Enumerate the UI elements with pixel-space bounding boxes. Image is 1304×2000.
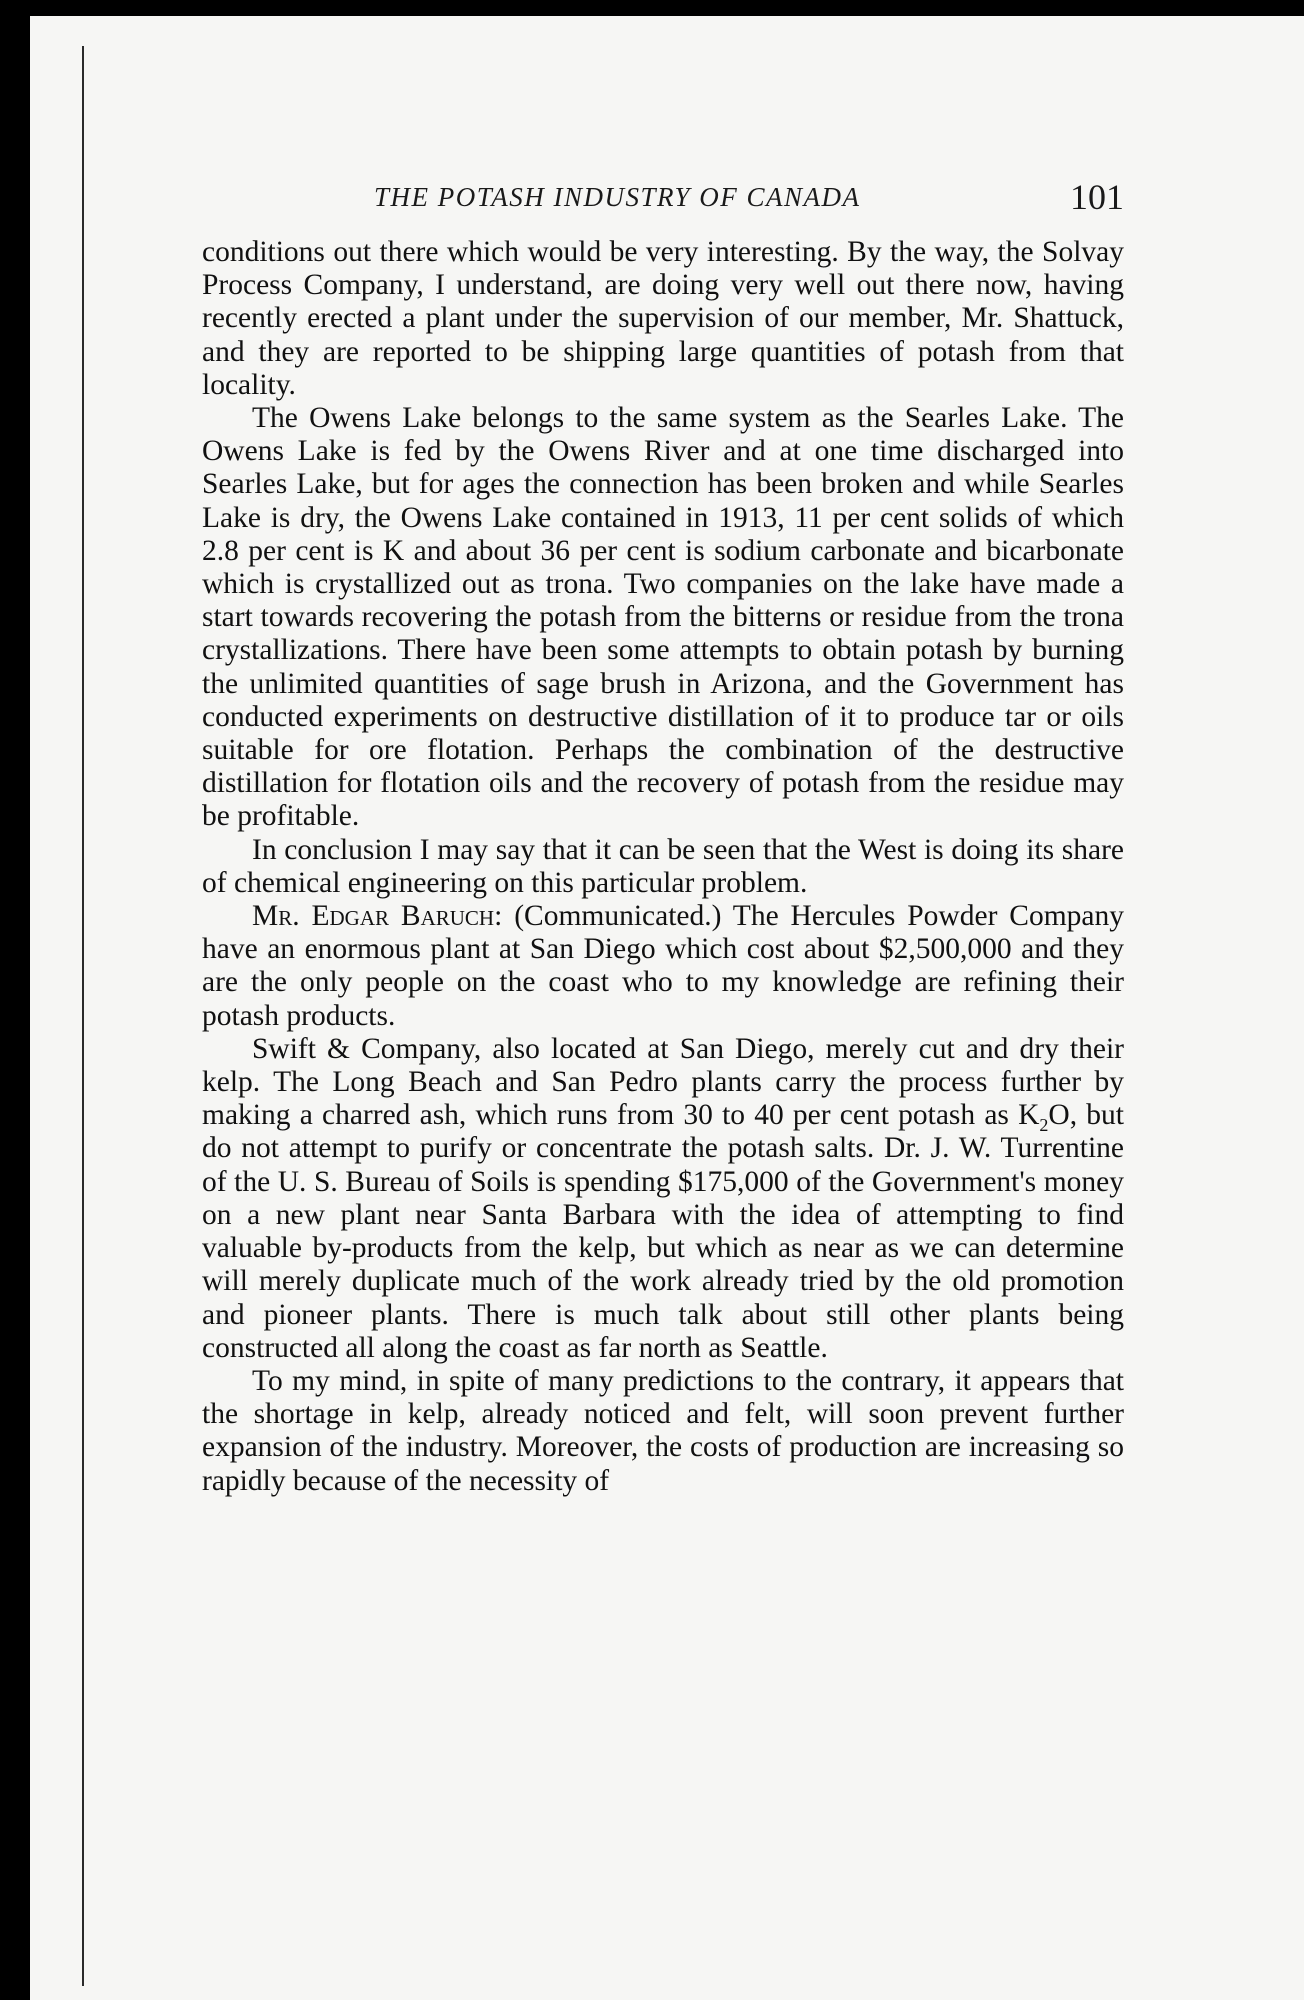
potassium-subscript: 2 <box>1039 1115 1049 1136</box>
paragraph-kelp-shortage: To my mind, in spite of many predictions to the contrary, it appears that the shortage in kelp, already noticed and felt, will soon prevent further expansion of the industry. Moreover, the costs of production are increasing so rapidly because of the necessity of <box>202 1364 1124 1497</box>
speaker-name: Mr. Edgar Baruch <box>252 900 495 933</box>
paragraph-baruch <box>202 900 1124 1033</box>
paragraph-continuation: conditions out there which would be very interesting. By the way, the Solvay Process Company, I understand, are doing very well out there now, having recently erected a plant under the supervision of our member, Mr. Shattuck, and they are reported to be shipping large quantities of potash from that locality. <box>202 236 1124 401</box>
page-header <box>374 168 1124 228</box>
paragraph-swift-company <box>202 1033 1124 1365</box>
swift-text-after: O, but do not attempt to purify or concentrate the potash salts. Dr. J. W. Turrentine of the U. S. Bureau of Soils is spending $175,000 of the Government's money on a new plant near Santa Barbara with the idea of attempting to find valuable by-products from the kelp, but which as near as we can determine will merely duplicate much of the work already tried by the old promotion and pioneer plants. There is much talk about still other plants being constructed all along the coast as far north as Seattle. <box>202 1099 1124 1364</box>
scan-top-border <box>0 0 1304 16</box>
page-number: 101 <box>1070 177 1124 217</box>
paragraph-conclusion: In conclusion I may say that it can be seen that the West is doing its share of chemical engineering on this particular problem. <box>202 833 1124 899</box>
body-text <box>202 236 1124 1498</box>
swift-text-before: Swift & Company, also located at San Diego, merely cut and dry their kelp. The Long Beach and San Pedro plants carry the process further by making a charred ash, which runs from 30 to 40 per cent potash as K <box>202 1032 1124 1132</box>
paragraph-owens-lake: The Owens Lake belongs to the same system as the Searles Lake. The Owens Lake is fed by the Owens River and at one time discharged into Searles Lake, but for ages the connection has been broken and while Searles Lake is dry, the Owens Lake contained in 1913, 11 per cent solids of which 2.8 per cent is K and about 36 per cent is sodium carbonate and bicarbonate which is crystallized out as trona. Two companies on the lake have made a start towards recovering the potash from the bitterns or residue from the trona crystallizations. There have been some attempts to obtain potash by burning the unlimited quantities of sage brush in Arizona, and the Government has conducted experiments on destructive distillation of it to produce tar or oils suitable for ore flotation. Perhaps the combination of the destructive distillation for flotation oils and the recovery of potash from the residue may be profitable. <box>202 402 1124 833</box>
page-gutter-line <box>82 46 84 1986</box>
baruch-text: : (Communicated.) The Hercules Powder Company have an enormous plant at San Diego which cost about $2,500,000 and they are the only people on the coast who to my knowledge are refining their potash products. <box>202 900 1125 1032</box>
running-title: THE POTASH INDUSTRY OF CANADA <box>374 182 861 212</box>
scan-left-border <box>0 0 30 2000</box>
